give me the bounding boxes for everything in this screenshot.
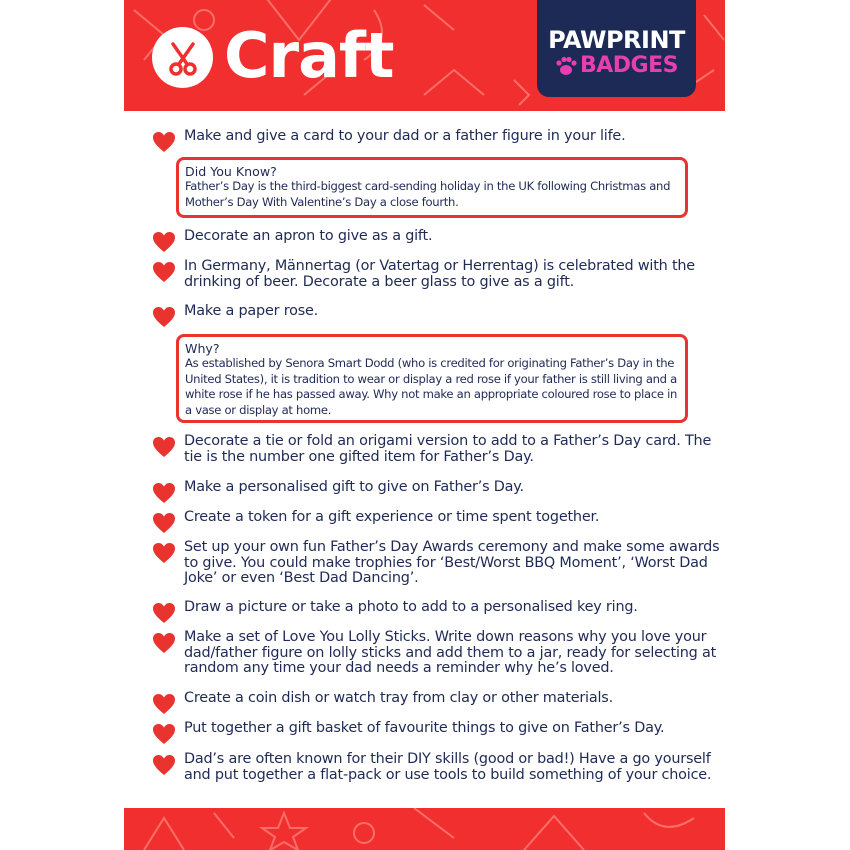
scissors-icon — [163, 38, 203, 78]
list-item-text: In Germany, Männertag (or Vatertag or Herrentag) is celebrated with the drinking of beer. Decorate a beer glass to give as a gift. — [184, 258, 695, 290]
list-item-text: Decorate a tie or fold an origami version to add to a Father’s Day card. The tie is the number one gifted item for Father’s Day. — [184, 433, 712, 465]
list-item-text: Draw a picture or take a photo to add to a personalised key ring. — [184, 599, 638, 615]
list-item-text: Make a set of Love You Lolly Sticks. Write down reasons why you love your dad/father figure on lolly sticks and add them to a jar, ready for selecting at random any time your dad needs a reminder why he’s loved. — [184, 629, 717, 676]
paw-icon — [555, 56, 577, 76]
list-item-text: Make a paper rose. — [184, 303, 319, 319]
box-text: Father’s Day is the third-biggest card-sending holiday in the UK following Christmas and Mother’s Day With Valentine’s Day a close fourth. — [185, 179, 671, 209]
list-item-text: Create a coin dish or watch tray from clay or other materials. — [184, 690, 613, 706]
footer-decoration — [124, 808, 725, 850]
heart-bullet-icon — [152, 231, 176, 253]
heart-bullet-icon — [152, 693, 176, 715]
badge-line2-row — [537, 54, 696, 78]
heart-bullet-icon — [152, 261, 176, 283]
box-title: Did You Know? — [185, 164, 277, 179]
list-item-text: Decorate an apron to give as a gift. — [184, 228, 433, 244]
heart-bullet-icon — [152, 723, 176, 745]
list-item-text: Put together a gift basket of favourite things to give on Father’s Day. — [184, 720, 665, 736]
badge-line2: BADGES — [580, 53, 678, 78]
why-box — [176, 334, 688, 423]
heart-bullet-icon — [152, 436, 176, 458]
box-title: Why? — [185, 341, 220, 356]
did-you-know-box — [176, 157, 688, 218]
list-item-text: Make a personalised gift to give on Father’s Day. — [184, 479, 524, 495]
heart-bullet-icon — [152, 512, 176, 534]
pawprint-badges-logo — [537, 0, 696, 97]
heart-bullet-icon — [152, 602, 176, 624]
heart-bullet-icon — [152, 306, 176, 328]
footer-banner — [124, 808, 725, 850]
craft-page — [124, 0, 725, 850]
heart-bullet-icon — [152, 131, 176, 153]
scissors-logo — [152, 27, 213, 88]
box-text: As established by Senora Smart Dodd (who is credited for originating Father’s Day in the United States), it is tradition to wear or display a red rose if your father is still living and a white rose if he has passed away. Why not make an appropriate coloured rose to place in a vase or display at home. — [185, 356, 678, 417]
list-item-text: Set up your own fun Father’s Day Awards ceremony and make some awards to give. You could make trophies for ‘Best/Worst BBQ Moment’, ‘Worst Dad Joke’ or even ‘Best Dad Dancing’. — [184, 539, 720, 586]
heart-bullet-icon — [152, 542, 176, 564]
badge-line1: PAWPRINT — [548, 26, 685, 54]
heart-bullet-icon — [152, 754, 176, 776]
page-title: Craft — [224, 19, 394, 92]
list-item-text: Dad’s are often known for their DIY skills (good or bad!) Have a go yourself and put together a flat-pack or use tools to build something of your choice. — [184, 751, 712, 783]
heart-bullet-icon — [152, 482, 176, 504]
list-item-text: Make and give a card to your dad or a father figure in your life. — [184, 128, 626, 144]
header-banner — [124, 0, 725, 111]
heart-bullet-icon — [152, 632, 176, 654]
list-item-text: Create a token for a gift experience or time spent together. — [184, 509, 600, 525]
